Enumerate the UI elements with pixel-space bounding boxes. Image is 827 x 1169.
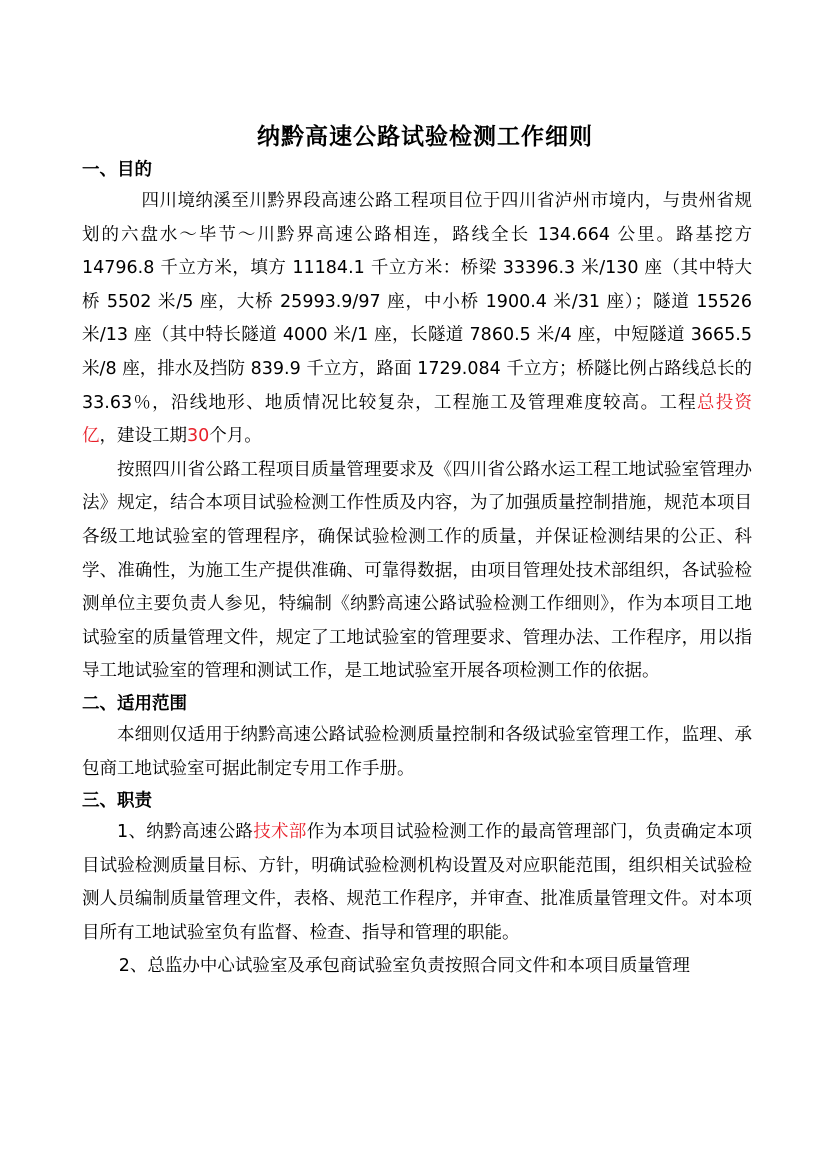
investment-unit: 亿 [82, 426, 100, 447]
construction-period-label: ，建设工期 [99, 426, 187, 447]
duties-item-1-text: 作为本项目试验检测工作的最高管理部门，负责确定本项目试验检测质量目标、方针，明确试验检测机构设置及对应职能范围，组织相关试验检测人员编制质量管理文件，表格、规范工作程序，并审查、批准质量管理文件。对本项目所有工地试验室负有监督、检查、指导和管理的职能。 [82, 822, 753, 943]
duties-item-1-prefix: 1、纳黔高速公路 [117, 822, 254, 843]
construction-period-value: 30 [187, 426, 210, 447]
investment-blank [752, 393, 787, 413]
duties-item-1 [82, 816, 752, 950]
document-title: 纳黔高速公路试验检测工作细则 [257, 124, 593, 150]
section-heading-purpose: 一、目的 [82, 160, 152, 180]
purpose-paragraph-1 [82, 185, 752, 454]
scope-paragraph: 本细则仅适用于纳黔高速公路试验检测质量控制和各级试验室管理工作，监理、承包商工地试验室可据此制定专用工作手册。 [82, 724, 752, 779]
section-heading-scope: 二、适用范围 [82, 693, 187, 714]
document-page [82, 118, 752, 984]
duties-item-2: 2、总监办中心试验室及承包商试验室负责按照合同文件和本项目质量管理 [118, 956, 690, 977]
technical-dept-label: 技术部 [253, 822, 307, 843]
section-heading-duties: 三、职责 [82, 791, 152, 812]
construction-period-unit: 个月。 [209, 426, 262, 447]
purpose-text: 四川境纳溪至川黔界段高速公路工程项目位于四川省泸州市境内，与贵州省规划的六盘水～毕节～川黔界高速公路相连，路线全长 134.664 公里。路基挖方 14796.8 千立方米，填方 11184.1 千立方米：桥梁 33396.3 米/130 座（其中特大桥 5502 米/5 座，大桥 25993.9/97 座，中小桥 1900.4 米/31 座）；隧道 15526 米/13 座（其中特长隧道 4000 米/1 座，长隧道 7860.5 米/4 座，中短隧道 3665.5 米/8 座，排水及挡防 839.9 千立方，路面 1729.084 千立方；桥隧比例占路线总长的 33.63％，沿线地形、地质情况比较复杂，工程施工及管理难度较高。工程 [82, 191, 752, 413]
purpose-paragraph-2: 按照四川省公路工程项目质量管理要求及《四川省公路水运工程工地试验室管理办法》规定，结合本项目试验检测工作性质及内容，为了加强质量控制措施，规范本项目各级工地试验室的管理程序，确保试验检测工作的质量，并保证检测结果的公正、科学、准确性，为施工生产提供准确、可靠得数据，由项目管理处技术部组织，各试验检测单位主要负责人参见，特编制《纳黔高速公路试验检测工作细则》，作为本项目工地试验室的质量管理文件，规定了工地试验室的管理要求、管理办法、工作程序，用以指导工地试验室的管理和测试工作，是工地试验室开展各项检测工作的依据。 [82, 459, 752, 682]
total-investment-label: 总投资 [696, 392, 752, 413]
